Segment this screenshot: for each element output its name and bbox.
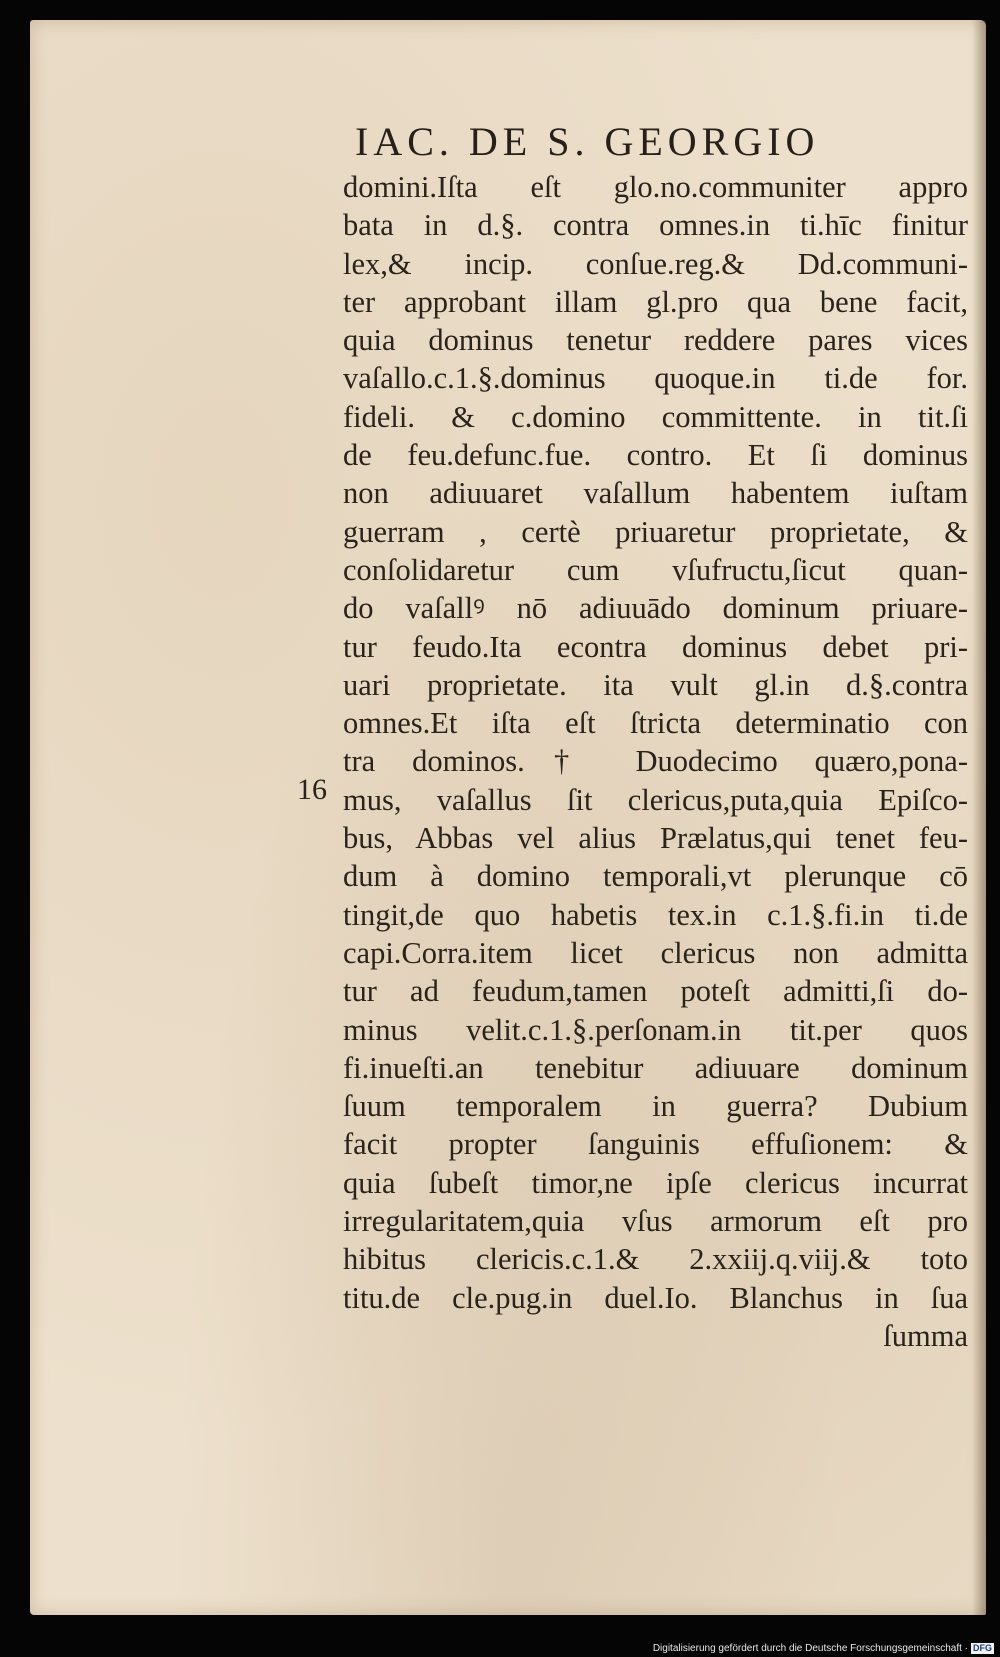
text-line: omnes.Et iſta eſt ſtricta determinatio con: [343, 706, 968, 741]
text-line: capi.Corra.item licet clericus non admitta: [343, 935, 968, 970]
text-line: fi.inueſti.an tenebitur adiuuare dominum: [343, 1050, 968, 1085]
text-line: guerram , certè priuaretur proprietate, &: [343, 514, 968, 549]
text-line: irregularitatem,quia vſus armorum eſt pro: [343, 1204, 968, 1239]
text-line: tur ad feudum,tamen poteſt admitti,ſi do-: [343, 974, 968, 1009]
text-line: uari proprietate. ita vult gl.in d.§.contra: [343, 667, 968, 702]
text-line: vaſallo.c.1.§.dominus quoque.in ti.de for.: [343, 361, 968, 396]
page-edge-shadow: [972, 20, 986, 1615]
text-line: titu.de cle.pug.in duel.Io. Blanchus in ſua: [343, 1280, 968, 1315]
dfg-logo: DFG: [973, 1643, 992, 1653]
text-line: conſolidaretur cum vſufructu,ſicut quan-: [343, 552, 968, 587]
text-line: lex,& incip. conſue.reg.& Dd.communi-: [343, 246, 968, 281]
text-line: hibitus clericis.c.1.& 2.xxiij.q.viij.& toto: [343, 1242, 968, 1277]
text-line: de feu.defunc.fue. contro. Et ſi dominus: [343, 438, 968, 473]
text-line: do vaſallꝰ nō adiuuādo dominum priuare-: [343, 591, 968, 626]
text-line: mus, vaſallus ſit clericus,puta,quia Epiſco-: [343, 782, 968, 817]
margin-section-number: 16: [297, 773, 327, 806]
text-line: non adiuuaret vaſallum habentem iuſtam: [343, 476, 968, 511]
text-line: fideli. & c.domino committente. in tit.ſi: [343, 399, 968, 434]
text-line: facit propter ſanguinis effuſionem: &: [343, 1127, 968, 1162]
credit-text: Digitalisierung gefördert durch die Deutsche Forschungsgemeinschaft ·: [652, 1643, 968, 1654]
catchword: ſumma: [883, 1318, 968, 1353]
text-line: tur feudo.Ita econtra dominus debet pri-: [343, 629, 968, 664]
text-line: tra dominos.† Duodecimo quæro,pona-: [343, 744, 968, 779]
running-head: IAC. DE S. GEORGIO: [355, 119, 820, 164]
text-line: dum à domino temporali,vt plerunque cō: [343, 859, 968, 894]
text-line: domini.Iſta eſt glo.no.communiter appro: [343, 170, 968, 204]
digitization-credit: [653, 1643, 994, 1654]
text-line: ſuum temporalem in guerra? Dubium: [343, 1089, 968, 1124]
text-line: minus velit.c.1.§.perſonam.in tit.per quos: [343, 1012, 968, 1047]
text-line: tingit,de quo habetis tex.in c.1.§.fi.in ti.de: [343, 897, 968, 932]
text-line: quia ſubeſt timor,ne ipſe clericus incurrat: [343, 1165, 968, 1200]
text-line: ter approbant illam gl.pro qua bene facit,: [343, 284, 968, 319]
text-line: quia dominus tenetur reddere pares vices: [343, 323, 968, 358]
body-text: [343, 168, 968, 1355]
text-line: bata in d.§. contra omnes.in ti.hīc finitur: [343, 208, 968, 243]
text-line: bus, Abbas vel alius Prælatus,qui tenet feu-: [343, 821, 968, 856]
